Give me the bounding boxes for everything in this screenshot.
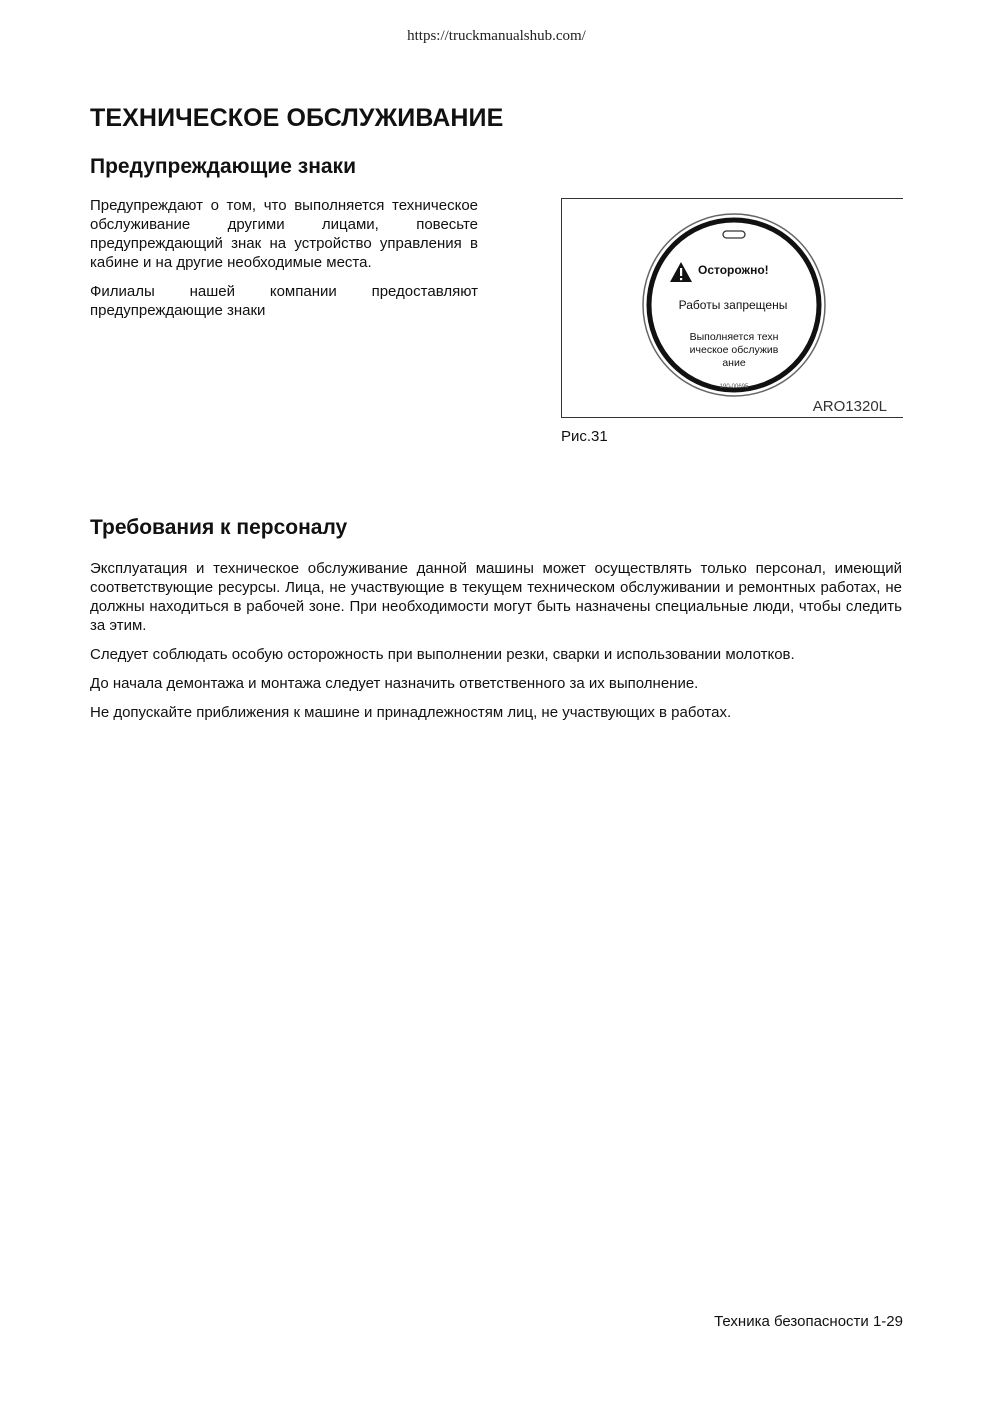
- paragraph: Филиалы нашей компании предоставляют предупреждающие знаки: [90, 283, 478, 319]
- section-heading-warning-signs: Предупреждающие знаки: [90, 155, 356, 178]
- paragraph: Не допускайте приближения к машине и принадлежностям лиц, не участвующих в работах.: [90, 704, 732, 721]
- page-footer: Техника безопасности 1-29: [714, 1313, 903, 1330]
- tag-line2-3: ание: [722, 357, 746, 369]
- figure-caption: Рис.31: [561, 428, 608, 445]
- tag-hang-hole: [723, 231, 745, 238]
- paragraph: Следует соблюдать особую осторожность при выполнении резки, сварки и использовании молотков.: [90, 646, 795, 663]
- paragraph: До начала демонтажа и монтажа следует назначить ответственного за их выполнение.: [90, 675, 699, 692]
- paragraph: Эксплуатация и техническое обслуживание данной машины может осуществлять только персонал, имеющий соответствующие ресурсы. Лица, не участвующие в текущем техническом обслуживании и ремонтных работах, не должны находиться в рабочей зоне. При необходимости могут быть назначены специальные люди, чтобы следить за этим.: [90, 560, 902, 634]
- tag-line1: Работы запрещены: [678, 298, 788, 312]
- tag-warning-text: Осторожно!: [698, 263, 769, 277]
- figure-warning-tag: [561, 198, 903, 418]
- tag-part-number: 190-00695: [719, 384, 749, 390]
- tag-line2-1: Выполняется техн: [689, 331, 779, 343]
- page-title: ТЕХНИЧЕСКОЕ ОБСЛУЖИВАНИЕ: [90, 104, 504, 132]
- warning-signs-text: [90, 196, 478, 330]
- section-heading-personnel: Требования к персоналу: [90, 516, 348, 539]
- paragraph: Предупреждают о том, что выполняется техническое обслуживание другими лицами, повесьте предупреждающий знак на устройство управления в кабине и на другие необходимые места.: [90, 197, 478, 271]
- warning-tag-illustration: [562, 199, 904, 419]
- tag-line2-2: ическое обслужив: [689, 344, 779, 356]
- source-url: https://truckmanualshub.com/: [407, 28, 586, 44]
- personnel-text: [90, 559, 902, 732]
- figure-code: ARO1320L: [812, 398, 887, 415]
